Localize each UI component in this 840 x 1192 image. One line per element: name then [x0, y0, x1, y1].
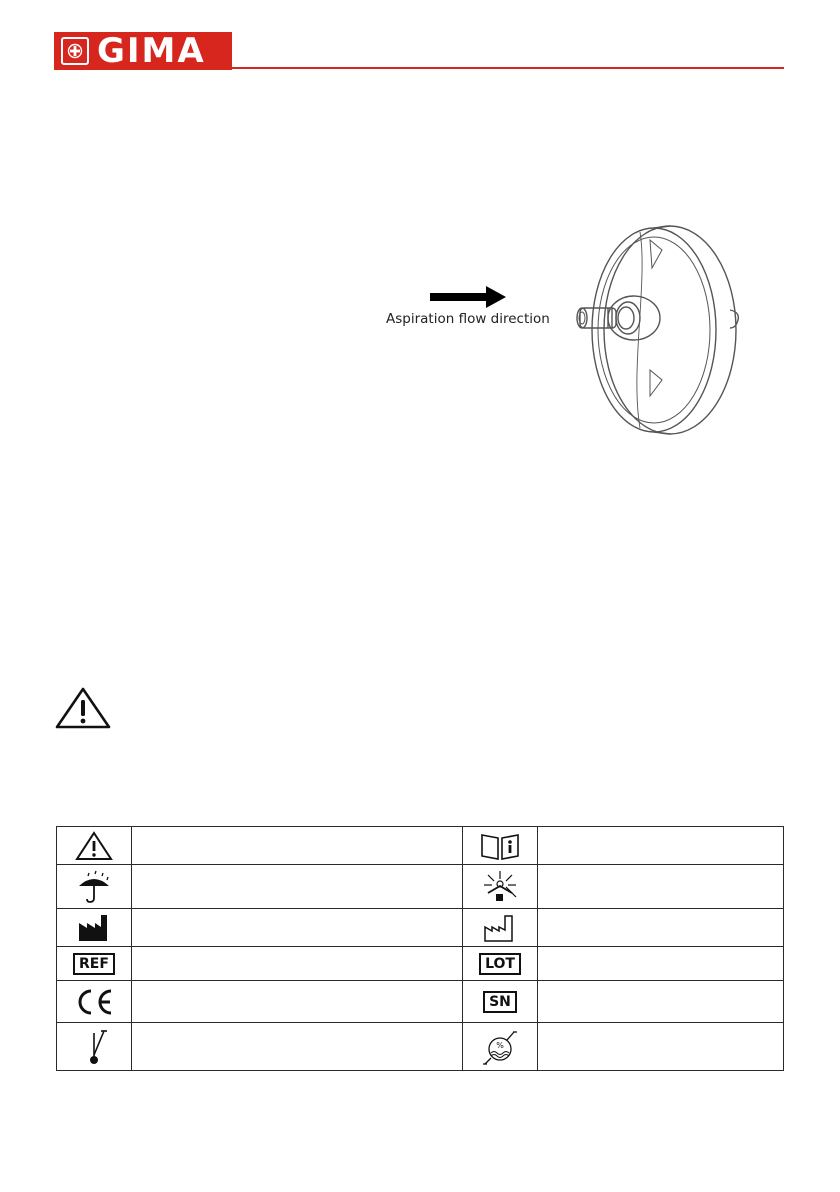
- symbols-table: [56, 826, 784, 1071]
- logo-emblem-icon: [61, 37, 89, 65]
- symbol-description: [132, 909, 463, 947]
- symbol-cell: [463, 981, 538, 1023]
- symbol-cell: [57, 909, 132, 947]
- symbol-description: [132, 1023, 463, 1071]
- symbol-cell: [463, 947, 538, 981]
- symbol-description: [538, 947, 784, 981]
- lot-number-icon: LOT: [479, 953, 521, 975]
- serial-number-icon: SN: [483, 991, 517, 1013]
- symbol-cell: [57, 1023, 132, 1071]
- symbol-cell: [463, 1023, 538, 1071]
- symbol-description: [538, 827, 784, 865]
- table-row: [57, 865, 784, 909]
- symbol-cell: [463, 909, 538, 947]
- humidity-limit-icon: [480, 1027, 520, 1067]
- table-row: [57, 981, 784, 1023]
- gima-logo: [54, 32, 232, 70]
- ce-mark-icon: [73, 987, 115, 1017]
- flow-direction-label: Aspiration flow direction: [386, 311, 550, 327]
- temperature-limit-icon: [79, 1027, 109, 1067]
- header-rule: [230, 67, 784, 69]
- date-of-manufacture-icon: [482, 913, 518, 943]
- consult-instructions-icon: [478, 831, 522, 861]
- table-row: [57, 1023, 784, 1071]
- symbol-cell: [57, 981, 132, 1023]
- keep-dry-icon: [75, 870, 113, 904]
- flow-arrow-icon: [430, 286, 506, 308]
- ref-code-icon: REF: [73, 953, 115, 975]
- symbol-description: [538, 1023, 784, 1071]
- brand-name: GIMA: [97, 31, 206, 71]
- table-row: [57, 827, 784, 865]
- warning-triangle-icon: [54, 686, 112, 730]
- symbol-cell: [463, 865, 538, 909]
- table-row: [57, 909, 784, 947]
- svg-text:%: %: [496, 1040, 504, 1050]
- symbol-description: [538, 909, 784, 947]
- symbol-description: [132, 981, 463, 1023]
- symbol-cell: [57, 827, 132, 865]
- symbol-cell: [57, 865, 132, 909]
- manufacturer-icon: [76, 913, 112, 943]
- symbol-cell: [463, 827, 538, 865]
- table-row: [57, 947, 784, 981]
- symbol-description: [132, 947, 463, 981]
- symbol-cell: [57, 947, 132, 981]
- keep-away-from-sunlight-icon: [480, 869, 520, 905]
- symbol-description: [538, 865, 784, 909]
- symbol-description: [132, 827, 463, 865]
- symbol-description: [538, 981, 784, 1023]
- page-header: [0, 0, 840, 80]
- caution-icon: [75, 831, 113, 861]
- aspiration-filter-illustration: [570, 220, 750, 440]
- symbol-description: [132, 865, 463, 909]
